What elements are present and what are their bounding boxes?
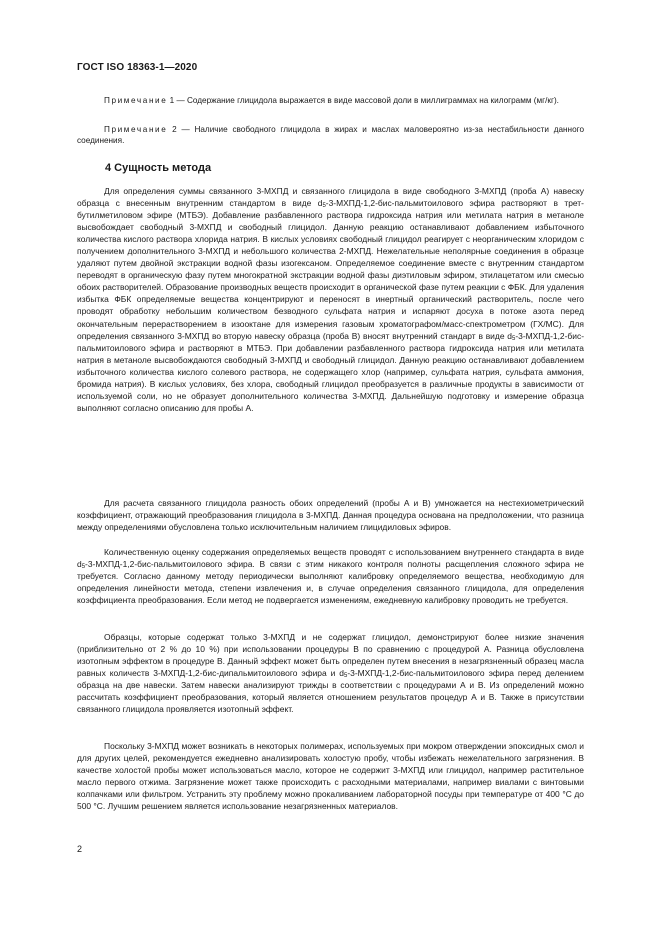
note-2-label: Примечание (104, 125, 168, 134)
paragraph-1: Для определения суммы связанного 3-МХПД и связанного глицидола в виде свободного 3-МХПД (проба А) навеску образца с внесенным внутренним стандартом в виде $d_5-3-МХПД-1,2-бис$-пальмитоилового эфира растворяют в трет-бутилметиловом эфире (МТБЭ). Добавление разбавленного раствора гидроксида натрия или метилата натрия в метаноле высвобождает свободный 3-МХПД и свободный глицидол. Данную реакцию останавливают добавлением избыточного количества кислого раствора хлорида натрия. В кислых условиях свободный глицидол реагирует с неорганическим хлоридом с получением дополнительного 3-МХПД и небольшого количества 2-МХПД. Нежелательные неполярные соединения в образце удаляют путем двойной экстракции водной фазы изогексаном. Определяемое соединение вместе с внутренним стандартом переводят в органическую фазу путем многократной экстракции водной фазы диэтиловым эфиром, этилацетатом или смесью обоих растворителей. Образование производных веществ происходит в органической фазе путем реакции с ФБК. Для удаления избытка ФБК определяемые вещества концентрируют и переносят в инертный органический растворитель, после чего проводят обработку небольшим количеством безводного сульфата натрия и испаряют досуха в потоке азота перед окончательным перерастворением в изооктане для измерения газовым хроматографом/масс-спектрометром (ГХ/МС). Для определения связанного 3-МХПД во вторую навеску образца (проба В) вносят внутренний стандарт в виде $d_5-3-МХПД-1,2-бис$-пальмитоилового эфира и растворяют в МТБЭ. При добавлении разбавленного раствора гидроксида натрия или метилата натрия в метаноле высвобождаются свободный 3-МХПД и свободный глицидол. Данную реакцию останавливают добавлением избыточного количества кислого солевого раствора, не содержащего хлор (например, сульфата натрия, сульфата аммония, бромида натрия). В кислых условиях, без хлора, свободный глицидол преобразуется в различные продукты в зависимости от используемой соли, но не образует дополнительного количества 3-МХПД. Дальнейшую подготовку и измерение образца выполняют согласно описанию для пробы А. (77, 186, 584, 413)
paragraph-4: Образцы, которые содержат только 3-МХПД и не содержат глицидол, демонстрируют более низкие значения (приблизительно от 2 % до 10 %) при использовании процедуры В по сравнению с процедурой А. Разница обусловлена изотопным эффектом в процедуре В. Данный эффект может быть определен путем внесения в незагрязненный образец масла равных количеств 3-МХПД-1,2-бис-дипальмитоилового эфира и $d_5-3-МХПД-1,2-бис$-пальмитоилового эфира перед делением образца на две навески. Затем навески анализируют трижды в соответствии с процедурами А и В. Из определений можно рассчитать коэффициент преобразования, который является отношением результатов процедур А и В. Также в присутствии связанного глицидола проявляется изотопный эффект. (77, 632, 584, 715)
paragraph-5: Поскольку 3-МХПД может возникать в некоторых полимерах, используемых при мокром отверждении эпоксидных смол и для других целей, рекомендуется ежедневно анализировать холостую пробу, чтобы избежать нежелательного загрязнения. В качестве холостой пробы может использоваться масло, которое не содержит 3-МХПД или глицидол, например растительное масло первого отжима. Загрязнение может также происходить с расходными материалами, например виалами с винтовыми колпачками или фильтром. Устранить эту проблему можно прокаливанием лабораторной посуды при температуре от 400 °С до 500 °С. Лучшим решением является использование незагрязненных материалов. (77, 741, 584, 812)
note-2 (77, 124, 584, 146)
note-2-text: 2 — Наличие свободного глицидола в жирах и маслах маловероятно из-за нестабильности данного соединения. (77, 125, 584, 146)
section-title: 4 Сущность метода (105, 162, 212, 174)
document-header: ГОСТ ISO 18363-1—2020 (77, 62, 198, 73)
note-1 (77, 95, 584, 106)
paragraph-3: Количественную оценку содержания определяемых веществ проводят с использованием внутреннего стандарта в виде $d_5-3-МХПД-1,2-бис$-пальмитоилового эфира. В связи с этим никакого контроля полноты расщепления сложного эфира не требуется. Согласно данному методу периодически выполняют калибровку определяемого вещества, необходимую для определения линейности метода, степени извлечения и, в случае определения связанного глицидола, для определения коэффициента преобразования. Если метод не подвергается изменениям, ежедневную калибровку проводить не требуется. (77, 547, 584, 606)
note-1-text: 1 — Содержание глицидола выражается в виде массовой доли в миллиграммах на килограмм (мг/кг). (167, 96, 559, 105)
paragraph-2: Для расчета связанного глицидола разность обоих определений (пробы А и В) умножается на нестехиометрический коэффициент, отражающий преобразования глицидола в 3-МХПД. Данная процедура основана на предположении, что разница между определениями обусловлена только исключительным наличием глицидиловых эфиров. (77, 498, 584, 533)
note-1-label: Примечание (104, 96, 168, 105)
page-number: 2 (77, 844, 83, 854)
